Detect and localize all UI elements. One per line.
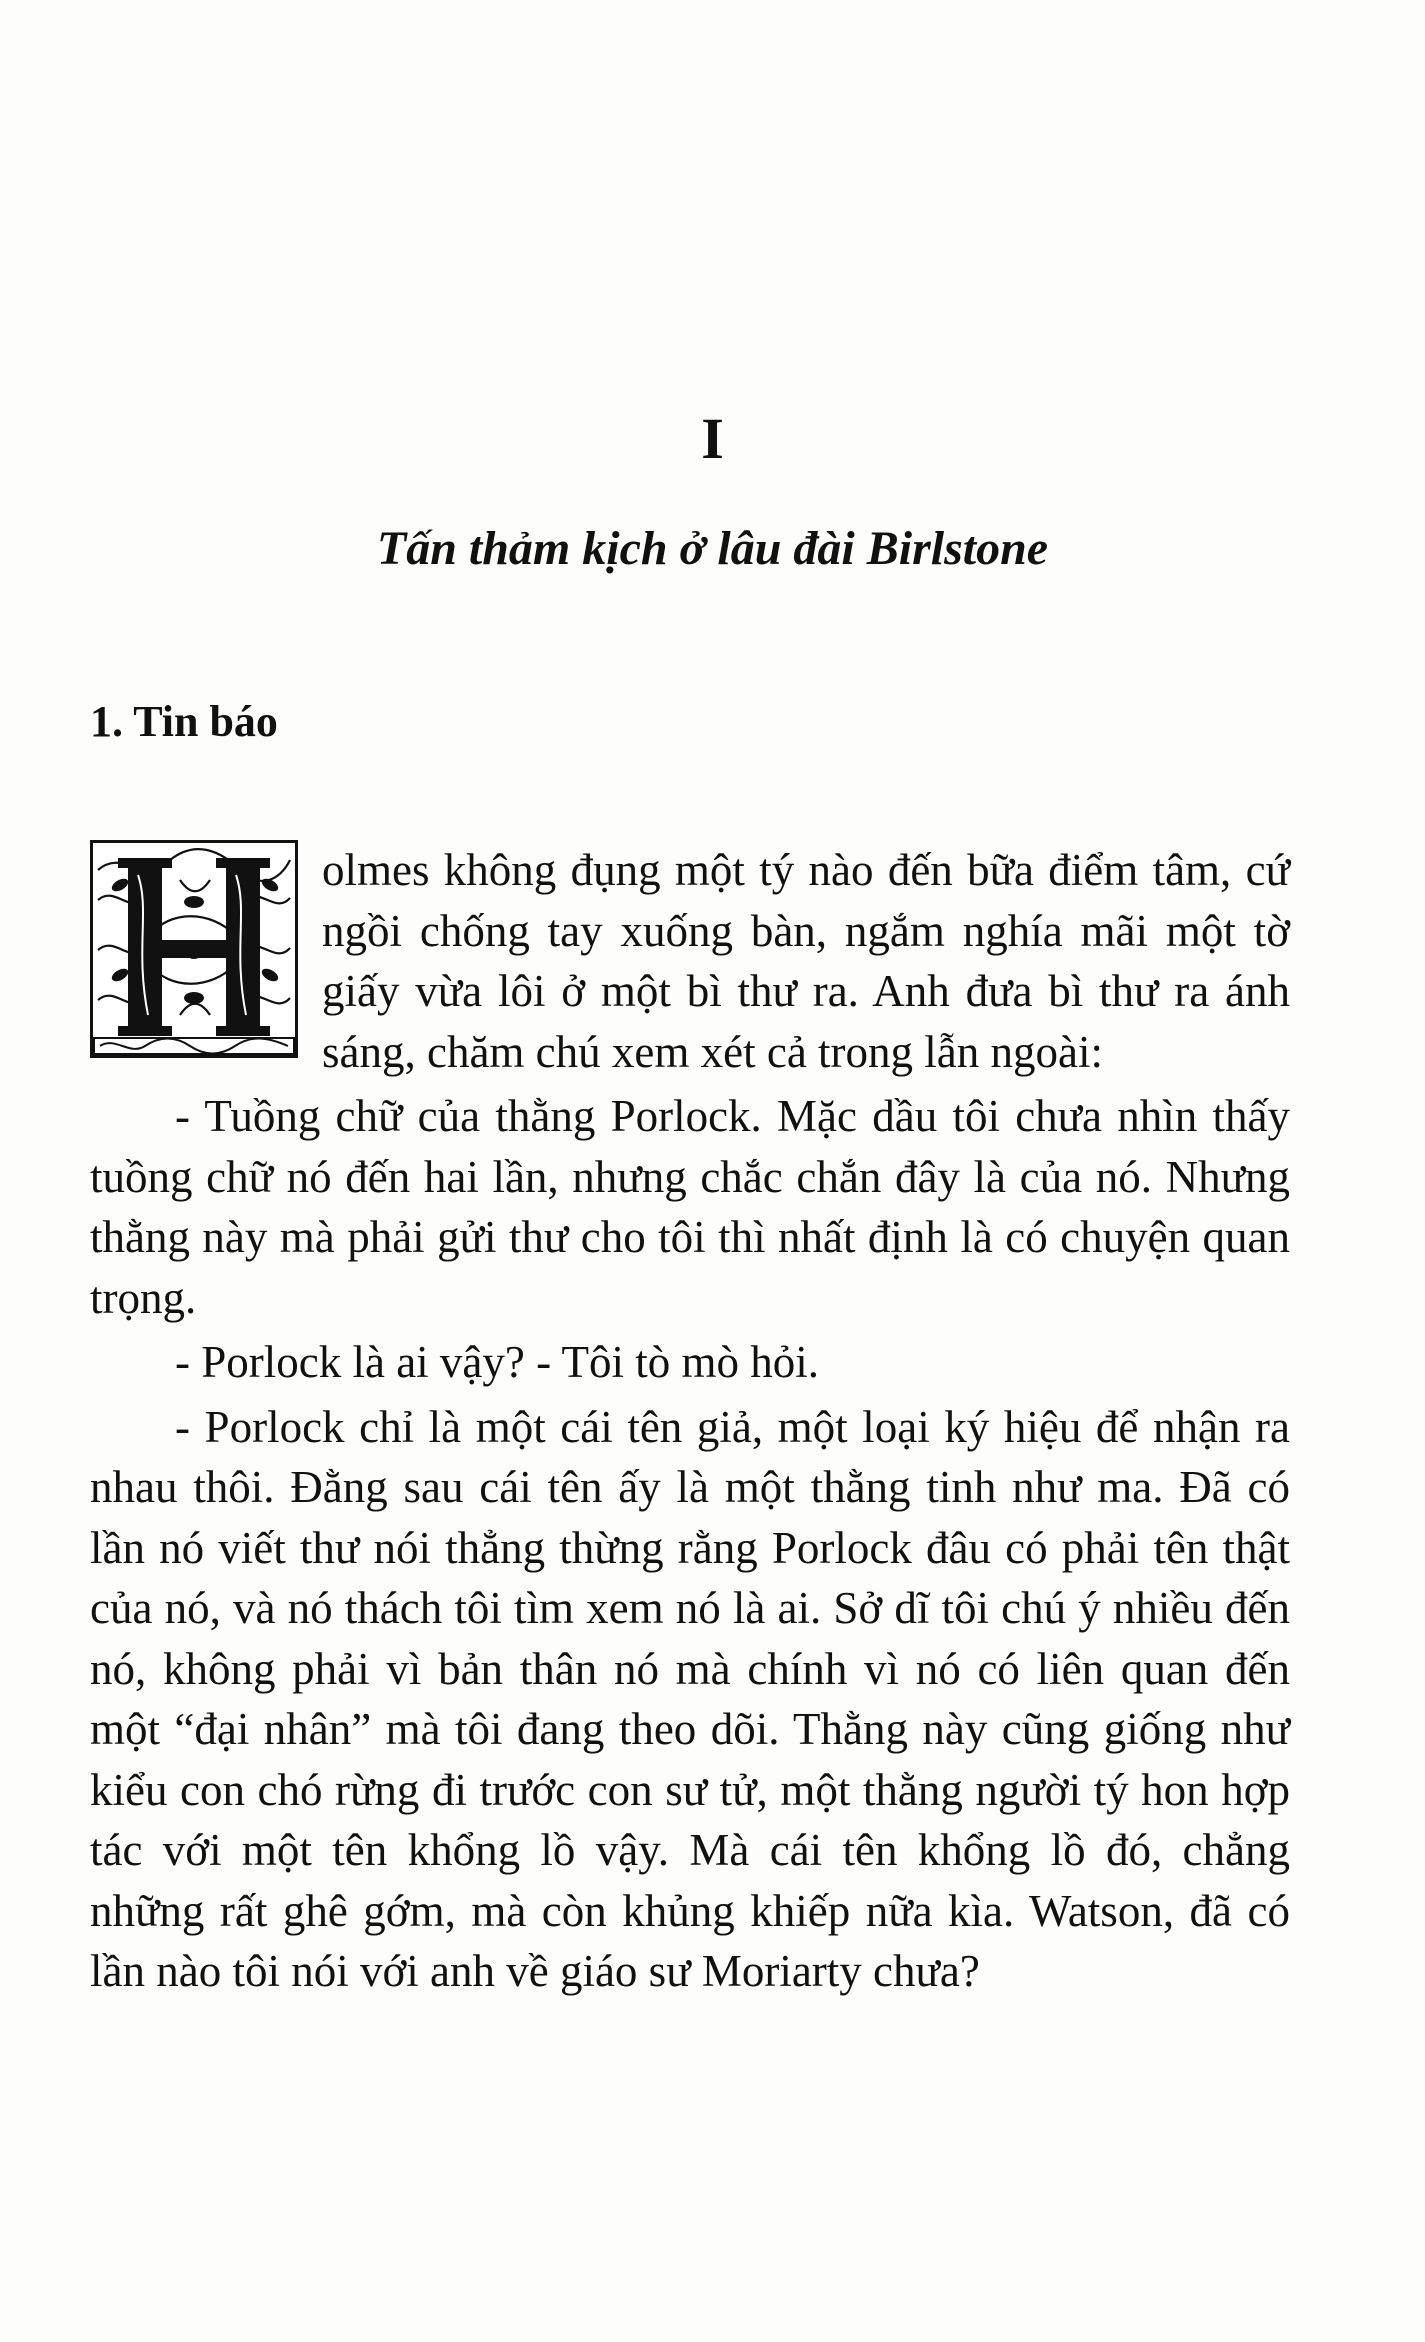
paragraph-opening: olmes không đụng một tý nào đến bữa điểm tâm, cứ ngồi chống tay xuống bàn, ngắm nghía mãi một tờ giấy vừa lôi ở một bì thư ra. Anh đưa bì thư ra ánh sáng, chăm chú xem xét cả trong lẫn ngoài:: [322, 845, 1290, 1077]
decorative-dropcap-h: [90, 840, 298, 1058]
paragraph-dialog-1: - Tuồng chữ của thằng Porlock. Mặc dầu tôi chưa nhìn thấy tuồng chữ nó đến hai lần, nhưng chắc chắn đây là của nó. Nhưng thằng này mà phải gửi thư cho tôi thì nhất định là có chuyện quan trọng.: [90, 1091, 1290, 1323]
paragraph-dialog-3: - Porlock chỉ là một cái tên giả, một loại ký hiệu để nhận ra nhau thôi. Đằng sau cái tên ấy là một thằng tinh như ma. Đã có lần nó viết thư nói thẳng thừng rằng Porlock đâu có phải tên thật của nó, và nó thách tôi tìm xem nó là ai. Sở dĩ tôi chú ý nhiều đến nó, không phải vì bản thân nó mà chính vì nó có liên quan đến một “đại nhân” mà tôi đang theo dõi. Thằng này cũng giống như kiểu con chó rừng đi trước con sư tử, một thằng người tý hon hợp tác với một tên khổng lồ vậy. Mà cái tên khổng lồ đó, chẳng những rất ghê gớm, mà còn khủng khiếp nữa kìa. Watson, đã có lần nào tôi nói với anh về giáo sư Moriarty chưa?: [90, 1401, 1290, 1996]
chapter-title: Tấn thảm kịch ở lâu đài Birlstone: [376, 522, 1049, 575]
section-heading: 1. Tin báo: [90, 697, 278, 746]
paragraph-dialog-2: - Porlock là ai vậy? - Tôi tò mò hỏi.: [175, 1337, 820, 1387]
chapter-number: I: [701, 406, 724, 471]
